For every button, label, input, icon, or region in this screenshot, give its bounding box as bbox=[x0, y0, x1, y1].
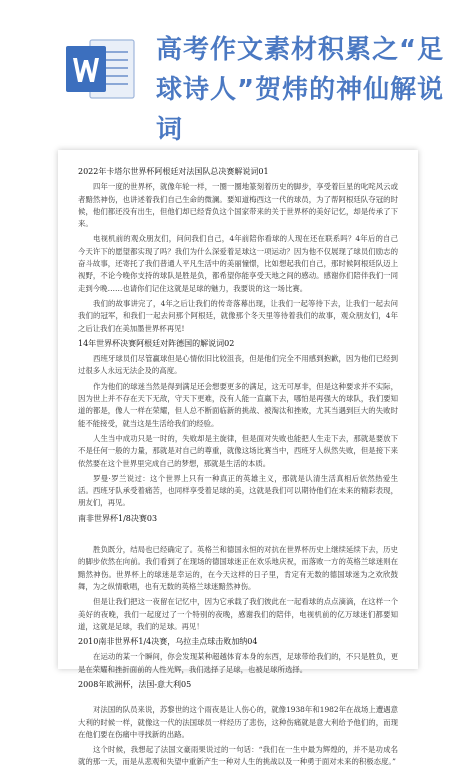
spacer bbox=[78, 528, 398, 544]
page-title: 高考作文素材积累之“足球诗人”贺炜的神仙解说词 bbox=[156, 35, 445, 145]
paragraph: 罗曼·罗兰说过：这个世界上只有一种真正的英雄主义，那就是认清生活真相后依然热爱生活。西班牙队承受着痛苦，也同样享受着足球的美，这就是我们可以期待他们在未来的精彩表现，朋友们，再见。 bbox=[78, 473, 398, 508]
paragraph: 四年一度的世界杯，就像年轮一样，一圈一圈地篆刻着历史的脚步，享受着巨星的叱咤风云或者黯然神伤，也讲述着我们自己生命的微澜。要知道梅西这一代的球员，为了帮阿根廷队夺冠的时候，他们都还没有出生，但他们却已经背负这个国家带来的关于世界杯的美好记忆，却是传承了下来。 bbox=[78, 182, 398, 229]
document-page bbox=[58, 150, 418, 767]
spacer bbox=[78, 694, 398, 704]
paragraph: 作为他们的球迷当然是得到满足还会想要更多的满足，这无可厚非，但是这种要求并不实际，因为世上并不存在天下无敌，守天下更难，没有人能一直赢下去，哪怕是再强大的球队，我们要知道的都是，像人一样在荣耀，但人总不断面临新的挑战、被淘汰和挫败，尤其当遇到巨大的失败时能不能接受，就当这是生活给我们的经验。 bbox=[78, 381, 398, 428]
section-heading: 2022年卡塔尔世界杯阿根廷对法国队总决赛解说词01 bbox=[78, 167, 269, 176]
section-heading: 南非世界杯1/8决赛03 bbox=[78, 513, 158, 523]
section-heading: 2010南非世界杯1/4决赛，乌拉圭点球击败加纳04 bbox=[78, 637, 258, 647]
word-document-icon bbox=[64, 38, 136, 100]
section-heading: 2008年欧洲杯，法国-意大利05 bbox=[78, 679, 192, 689]
paragraph: 我们的故事讲完了，4年之后让我们的传奇落幕出现，让我们一起等待下去，让我们一起去问我们的冠军，和我们一起去问那个阿根廷，就像那个冬天里等待着我们的故事，观众朋友们，4年之后让我们在美加墨世界杯再见! bbox=[78, 298, 398, 333]
paragraph: 人生当中成功只是一时的，失败却是主旋律，但是面对失败也能把人生走下去，那就是要放下不是任何一般的力量，那就是对自己的尊重，就像这场比赛当中，西班牙人纵然失败，但是接下来依然要在这个世界里完成自己的梦想，那就是生活的本质。 bbox=[78, 433, 398, 468]
document-body bbox=[78, 164, 398, 772]
header bbox=[0, 0, 474, 145]
paragraph: 在运动的某一个瞬间，你会发现某种超越体育本身的东西，足球带给我们的，不只是胜负，更是在荣耀和挫折面前的人性光辉，我们选择了足球，也被足球所选择。 bbox=[78, 652, 398, 674]
paragraph: 对法国的队员来说，苏黎世的这个雨夜是让人伤心的，就像1938年和1982年在战场上遭遇意大利的时候一样，就像这一代的法国球员一样经历了悲伤，这种伤痛就是意大利给予他们的，而现在他们要在伤痛中寻找新的出路。 bbox=[78, 705, 398, 739]
paragraph: 西班牙球员们尽管赢球但是心情依旧比较沮丧，但是他们完全不用感到抱歉，因为他们已经到过很多人永远无法企及的高度。 bbox=[78, 354, 398, 376]
paragraph: 这个时候，我想起了法国文豪雨果说过的一句话：“我们在一生中最为辉煌的，并不是功成名就的那一天，而是从悲观和失望中重新产生一种对人生的挑战以及一种勇于面对未来的积极态度。” bbox=[78, 745, 398, 767]
section-heading: 14年世界杯决赛阿根廷对阵德国的解说词02 bbox=[78, 338, 235, 348]
paragraph: 但是让我们把这一夜留在记忆中，因为它承载了我们彼此在一起看球的点点滴滴，在这样一个美好的夜晚，我们一起度过了一个特别的夜晚，感谢我们的陪伴，电视机前的亿万球迷们都要知道，这就是足球，我们的足球。再见！ bbox=[78, 597, 398, 631]
paragraph: 电视机前的观众朋友们，问问我们自己，4年前陪你看球的人现在还在联系吗？4年后的自己今天许下的愿望都实现了吗？我们为什么深爱着足球这一项运动？因为他不仅展现了球员们励志的奋斗故事，还寄托了我们普通人平凡生活中的美丽憧憬，比如想起我们自己，那时候阿根廷队迈上视野，不论今晚你支持的球队是胜是负，都希望你能享受天地之间的感动。感谢你们陪伴我们一同走到今晚……也请你们记住这就是足球的魅力，我要说的这一场比赛。 bbox=[78, 234, 398, 293]
paragraph: 胜负既分，结局也已经确定了。英格兰和德国永恒的对抗在世界杯历史上继续延续下去，历史的脚步依然在向前。我们看到了在现场的德国球迷正在欢乐地庆祝，而落败一方的英格兰球迷则在黯然神伤。世界杯上的球迷是幸运的，在今天这样的日子里，肯定有无数的德国球迷为之欢欣鼓舞，为之纵情歌唱，也有无数的英格兰球迷黯然神伤。 bbox=[78, 545, 398, 591]
